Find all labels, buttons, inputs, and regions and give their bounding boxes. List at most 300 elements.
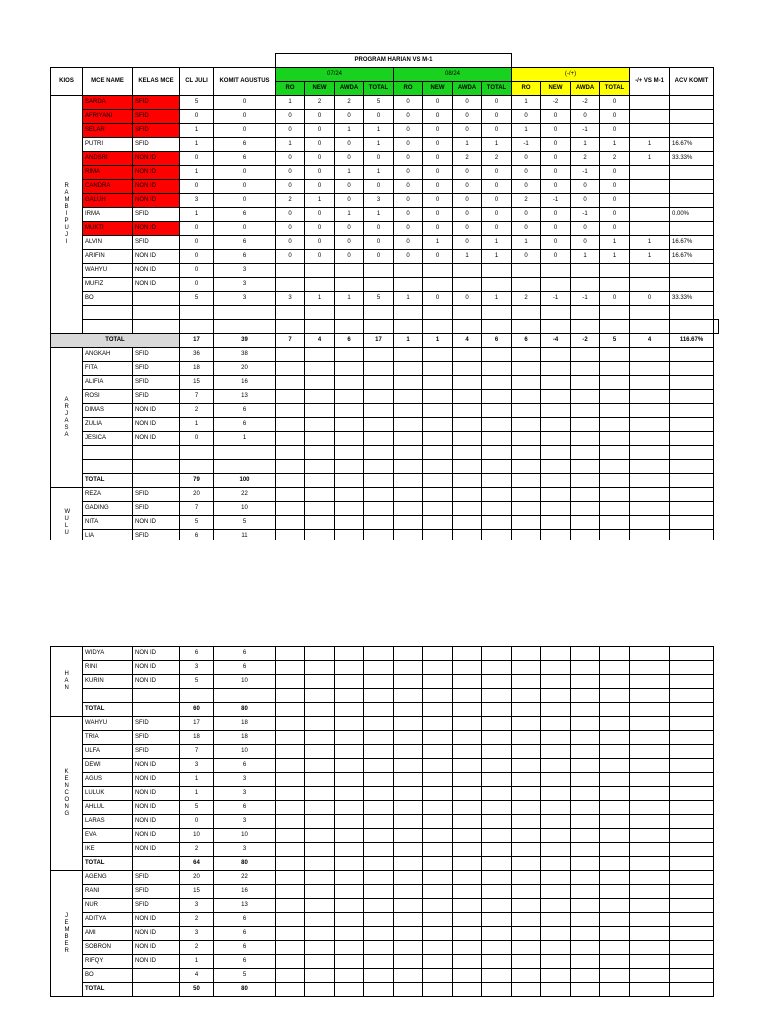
p2-value: 1	[482, 250, 512, 264]
p2-value: 0	[482, 194, 512, 208]
empty-cell	[364, 502, 394, 516]
diff-value: -1	[541, 292, 571, 306]
p2-value	[453, 264, 482, 278]
empty-cell	[453, 899, 482, 913]
empty-cell	[541, 703, 571, 717]
empty-cell	[305, 801, 335, 815]
empty-cell	[305, 675, 335, 689]
empty-cell	[394, 432, 423, 446]
mce-name: FITA	[83, 362, 133, 376]
diff-value: 0	[600, 166, 630, 180]
empty-cell	[423, 857, 453, 871]
empty-cell	[482, 516, 512, 530]
empty-cell	[482, 941, 512, 955]
spacer-row	[51, 320, 719, 334]
col-komit-agustus: KOMIT AGUSTUS	[214, 68, 276, 96]
vs-m1	[630, 194, 670, 208]
empty-cell	[423, 955, 453, 969]
p1-value: 0	[276, 152, 305, 166]
empty-cell	[541, 941, 571, 955]
p2-value: 0	[482, 110, 512, 124]
p1-value	[305, 264, 335, 278]
empty-cell	[571, 913, 600, 927]
empty-cell	[571, 787, 600, 801]
empty-cell	[571, 647, 600, 661]
empty-cell	[630, 899, 670, 913]
empty-cell	[600, 773, 630, 787]
diff-value: 0	[541, 110, 571, 124]
p2-value: 0	[423, 124, 453, 138]
empty-cell	[335, 787, 364, 801]
empty-cell	[276, 376, 305, 390]
komit-agustus: 0	[214, 124, 276, 138]
empty-cell	[364, 689, 394, 703]
empty-cell	[512, 717, 541, 731]
empty-cell	[482, 390, 512, 404]
p2-value: 1	[482, 138, 512, 152]
empty-cell	[423, 320, 453, 334]
empty-cell	[335, 390, 364, 404]
cl-juli: 18	[180, 731, 214, 745]
empty-cell	[305, 941, 335, 955]
empty-cell	[600, 703, 630, 717]
empty-cell	[512, 899, 541, 913]
empty-cell	[423, 843, 453, 857]
empty-cell	[423, 418, 453, 432]
empty-cell	[630, 432, 670, 446]
col-acv-komit: ACV KOMIT	[670, 68, 714, 96]
empty-cell	[630, 320, 670, 334]
empty-cell	[423, 516, 453, 530]
diff-value: -1	[571, 208, 600, 222]
p1-value: 1	[276, 96, 305, 110]
empty-cell	[453, 516, 482, 530]
empty-cell	[600, 969, 630, 983]
kelas-mce: SFID	[133, 96, 180, 110]
empty-cell	[541, 502, 571, 516]
empty-cell	[133, 320, 180, 334]
p1-value: 1	[364, 124, 394, 138]
empty-cell	[305, 745, 335, 759]
sub-header: AWDA	[335, 82, 364, 96]
empty-cell	[83, 446, 133, 460]
empty-cell	[305, 460, 335, 474]
sheet-page-2	[50, 646, 714, 997]
cl-juli: 2	[180, 941, 214, 955]
blank	[512, 54, 714, 68]
empty-cell	[630, 647, 670, 661]
empty-cell	[571, 404, 600, 418]
empty-cell	[276, 913, 305, 927]
empty-cell	[670, 731, 714, 745]
empty-cell	[482, 843, 512, 857]
empty-cell	[335, 815, 364, 829]
empty-cell	[482, 899, 512, 913]
empty-cell	[571, 675, 600, 689]
mce-name: GADING	[83, 502, 133, 516]
empty-cell	[305, 885, 335, 899]
p2-value: 0	[394, 110, 423, 124]
empty-cell	[335, 306, 364, 320]
empty-cell	[335, 460, 364, 474]
p1-value: 0	[364, 110, 394, 124]
mce-name: WIDYA	[83, 647, 133, 661]
table-row	[51, 731, 714, 745]
empty-cell	[394, 717, 423, 731]
empty-cell	[541, 717, 571, 731]
empty-cell	[512, 941, 541, 955]
diff-value: 2	[512, 194, 541, 208]
p1-value: 0	[276, 166, 305, 180]
p1-value: 0	[335, 250, 364, 264]
p1-value: 0	[364, 236, 394, 250]
empty-cell	[394, 801, 423, 815]
kios-label: R A M B I P U J I	[51, 96, 83, 334]
empty-cell	[180, 320, 214, 334]
empty-cell	[630, 474, 670, 488]
kelas-mce: NON ID	[133, 432, 180, 446]
kelas-mce: NON ID	[133, 180, 180, 194]
empty-cell	[600, 731, 630, 745]
empty-cell	[541, 773, 571, 787]
empty-cell	[571, 969, 600, 983]
empty-cell	[394, 348, 423, 362]
empty-cell	[541, 787, 571, 801]
empty-cell	[600, 460, 630, 474]
empty-cell	[453, 306, 482, 320]
empty-cell	[600, 759, 630, 773]
komit-agustus: 6	[214, 250, 276, 264]
sub-header: NEW	[305, 82, 335, 96]
empty-cell	[630, 885, 670, 899]
acv-komit: 16.67%	[670, 250, 714, 264]
empty-cell	[512, 843, 541, 857]
diff-value: 1	[571, 250, 600, 264]
komit-agustus: 10	[214, 502, 276, 516]
table-row	[51, 376, 719, 390]
empty-cell	[335, 941, 364, 955]
diff-value: 1	[571, 138, 600, 152]
empty-cell	[276, 320, 305, 334]
diff-value: 0	[571, 222, 600, 236]
cl-juli: 0	[180, 264, 214, 278]
diff-value: 0	[600, 124, 630, 138]
empty-cell	[276, 418, 305, 432]
p2-value: 0	[394, 124, 423, 138]
empty-cell	[512, 306, 541, 320]
empty-cell	[630, 731, 670, 745]
empty-cell	[541, 927, 571, 941]
kelas-mce: NON ID	[133, 829, 180, 843]
empty-cell	[571, 801, 600, 815]
empty-cell	[364, 815, 394, 829]
table-row	[51, 773, 714, 787]
empty-cell	[394, 983, 423, 997]
empty-cell	[600, 376, 630, 390]
table-row	[51, 759, 714, 773]
empty-cell	[482, 703, 512, 717]
header-row-2	[51, 68, 719, 82]
empty-cell	[571, 955, 600, 969]
table-row	[51, 418, 719, 432]
kelas-mce: SFID	[133, 488, 180, 502]
empty-cell	[571, 320, 600, 334]
empty-cell	[482, 306, 512, 320]
p2-value: 1	[453, 138, 482, 152]
empty-cell	[276, 927, 305, 941]
empty-cell	[541, 460, 571, 474]
vs-m1: 1	[630, 250, 670, 264]
empty-cell	[305, 969, 335, 983]
empty-cell	[482, 913, 512, 927]
kelas-mce: NON ID	[133, 418, 180, 432]
empty-cell	[600, 488, 630, 502]
cl-juli: 0	[180, 236, 214, 250]
period-07-24: 07/24	[276, 68, 394, 82]
vs-m1	[630, 264, 670, 278]
acv-komit: 16.67%	[670, 236, 714, 250]
empty-cell	[423, 899, 453, 913]
empty-cell	[630, 913, 670, 927]
empty-cell	[512, 488, 541, 502]
empty-cell	[600, 362, 630, 376]
komit-agustus: 16	[214, 376, 276, 390]
empty-cell	[482, 404, 512, 418]
empty-cell	[670, 446, 714, 460]
total-row	[51, 334, 719, 348]
empty-cell	[600, 843, 630, 857]
empty-cell	[305, 404, 335, 418]
empty-cell	[423, 731, 453, 745]
empty-cell	[423, 446, 453, 460]
empty-cell	[630, 675, 670, 689]
sub-header: RO	[394, 82, 423, 96]
mce-name: PUTRI	[83, 138, 133, 152]
cl-juli: 4	[180, 969, 214, 983]
empty-cell	[541, 404, 571, 418]
cl-juli: 0	[180, 815, 214, 829]
empty-cell	[335, 348, 364, 362]
diff-value: 0	[600, 222, 630, 236]
acv-komit	[670, 278, 714, 292]
mce-name: JESICA	[83, 432, 133, 446]
sub-header: AWDA	[571, 82, 600, 96]
cl-juli: 0	[180, 250, 214, 264]
vs-m1	[630, 166, 670, 180]
empty-cell	[423, 885, 453, 899]
empty-cell	[423, 306, 453, 320]
empty-cell	[630, 376, 670, 390]
p1-value: 0	[335, 236, 364, 250]
empty-cell	[541, 446, 571, 460]
table-row	[51, 208, 719, 222]
total-row	[51, 857, 714, 871]
cl-juli: 1	[180, 138, 214, 152]
empty-cell	[630, 955, 670, 969]
empty-cell	[335, 647, 364, 661]
p2-value: 0	[482, 96, 512, 110]
empty-cell	[670, 502, 714, 516]
kios-label: A R J A S A	[51, 348, 83, 488]
p1-value: 3	[276, 292, 305, 306]
diff-value	[512, 264, 541, 278]
p2-value: 0	[394, 236, 423, 250]
vs-m1: 0	[630, 292, 670, 306]
empty-cell	[423, 647, 453, 661]
empty-cell	[670, 955, 714, 969]
empty-cell	[571, 432, 600, 446]
empty-cell	[364, 446, 394, 460]
empty-cell	[364, 348, 394, 362]
cl-juli: 3	[180, 759, 214, 773]
empty-cell	[482, 689, 512, 703]
empty-cell	[482, 927, 512, 941]
empty-cell	[541, 418, 571, 432]
p2-value: 0	[394, 96, 423, 110]
empty-cell	[133, 446, 180, 460]
total-komit: 80	[214, 857, 276, 871]
mce-name: WAHYU	[83, 717, 133, 731]
cl-juli: 20	[180, 871, 214, 885]
empty-cell	[541, 857, 571, 871]
empty-cell	[482, 717, 512, 731]
empty-cell	[423, 689, 453, 703]
mce-name: AHLUL	[83, 801, 133, 815]
empty-cell	[541, 745, 571, 759]
empty-cell	[335, 689, 364, 703]
empty-cell	[305, 516, 335, 530]
p1-value: 0	[364, 250, 394, 264]
table-row	[51, 124, 719, 138]
mce-name: MUKTI	[83, 222, 133, 236]
empty-cell	[423, 432, 453, 446]
empty-cell	[394, 320, 423, 334]
cl-juli: 7	[180, 390, 214, 404]
empty-cell	[512, 815, 541, 829]
empty-cell	[453, 787, 482, 801]
table-row	[51, 913, 714, 927]
empty-cell	[276, 647, 305, 661]
sub-header: TOTAL	[600, 82, 630, 96]
total-p2: 1	[423, 334, 453, 348]
empty-cell	[571, 376, 600, 390]
empty-cell	[364, 885, 394, 899]
diff-value: 0	[571, 194, 600, 208]
cl-juli: 17	[180, 717, 214, 731]
empty-cell	[600, 306, 630, 320]
cl-juli: 2	[180, 843, 214, 857]
empty-cell	[364, 390, 394, 404]
empty-cell	[600, 474, 630, 488]
cl-juli: 3	[180, 927, 214, 941]
kelas-mce: SFID	[133, 110, 180, 124]
mce-name: ZULIA	[83, 418, 133, 432]
empty-cell	[133, 703, 180, 717]
p2-value: 1	[482, 236, 512, 250]
empty-cell	[423, 871, 453, 885]
p2-value: 0	[453, 208, 482, 222]
empty-cell	[214, 306, 276, 320]
empty-cell	[482, 773, 512, 787]
empty-cell	[541, 432, 571, 446]
kelas-mce: NON ID	[133, 913, 180, 927]
empty-cell	[335, 488, 364, 502]
spacer-row	[51, 460, 719, 474]
empty-cell	[630, 661, 670, 675]
p2-value: 0	[394, 180, 423, 194]
empty-cell	[630, 446, 670, 460]
empty-cell	[180, 460, 214, 474]
empty-cell	[630, 787, 670, 801]
kelas-mce: SFID	[133, 362, 180, 376]
empty-cell	[423, 969, 453, 983]
empty-cell	[305, 815, 335, 829]
empty-cell	[364, 871, 394, 885]
diff-value: 0	[541, 166, 571, 180]
total-p1: 17	[364, 334, 394, 348]
p1-value: 2	[305, 96, 335, 110]
diff-value: 0	[541, 152, 571, 166]
empty-cell	[630, 969, 670, 983]
empty-cell	[600, 871, 630, 885]
p2-value: 0	[482, 222, 512, 236]
empty-cell	[364, 516, 394, 530]
total-p1: 4	[305, 334, 335, 348]
cl-juli: 0	[180, 152, 214, 166]
diff-value: -2	[571, 96, 600, 110]
diff-value: 0	[512, 250, 541, 264]
table-row	[51, 969, 714, 983]
empty-cell	[670, 927, 714, 941]
empty-cell	[180, 446, 214, 460]
komit-agustus: 13	[214, 899, 276, 913]
kelas-mce: SFID	[133, 348, 180, 362]
empty-cell	[394, 488, 423, 502]
empty-cell	[394, 675, 423, 689]
p1-value: 0	[305, 166, 335, 180]
p2-value: 0	[423, 292, 453, 306]
empty-cell	[335, 446, 364, 460]
mce-name: RANI	[83, 885, 133, 899]
table-row	[51, 250, 719, 264]
empty-cell	[305, 857, 335, 871]
mce-name: WAHYU	[83, 264, 133, 278]
empty-cell	[630, 871, 670, 885]
empty-cell	[512, 731, 541, 745]
cl-juli: 3	[180, 194, 214, 208]
table-row	[51, 801, 714, 815]
empty-cell	[214, 689, 276, 703]
empty-cell	[482, 857, 512, 871]
kios-label: K E N C O N G	[51, 717, 83, 871]
empty-cell	[630, 418, 670, 432]
empty-cell	[670, 675, 714, 689]
empty-cell	[670, 661, 714, 675]
diff-value: -1	[512, 138, 541, 152]
empty-cell	[423, 717, 453, 731]
vs-m1	[630, 222, 670, 236]
empty-cell	[482, 759, 512, 773]
kelas-mce: SFID	[133, 236, 180, 250]
p2-value: 0	[423, 222, 453, 236]
komit-agustus: 6	[214, 647, 276, 661]
empty-cell	[394, 446, 423, 460]
empty-cell	[571, 983, 600, 997]
mce-name: AMI	[83, 927, 133, 941]
empty-cell	[600, 885, 630, 899]
p2-value: 0	[423, 110, 453, 124]
empty-cell	[394, 787, 423, 801]
